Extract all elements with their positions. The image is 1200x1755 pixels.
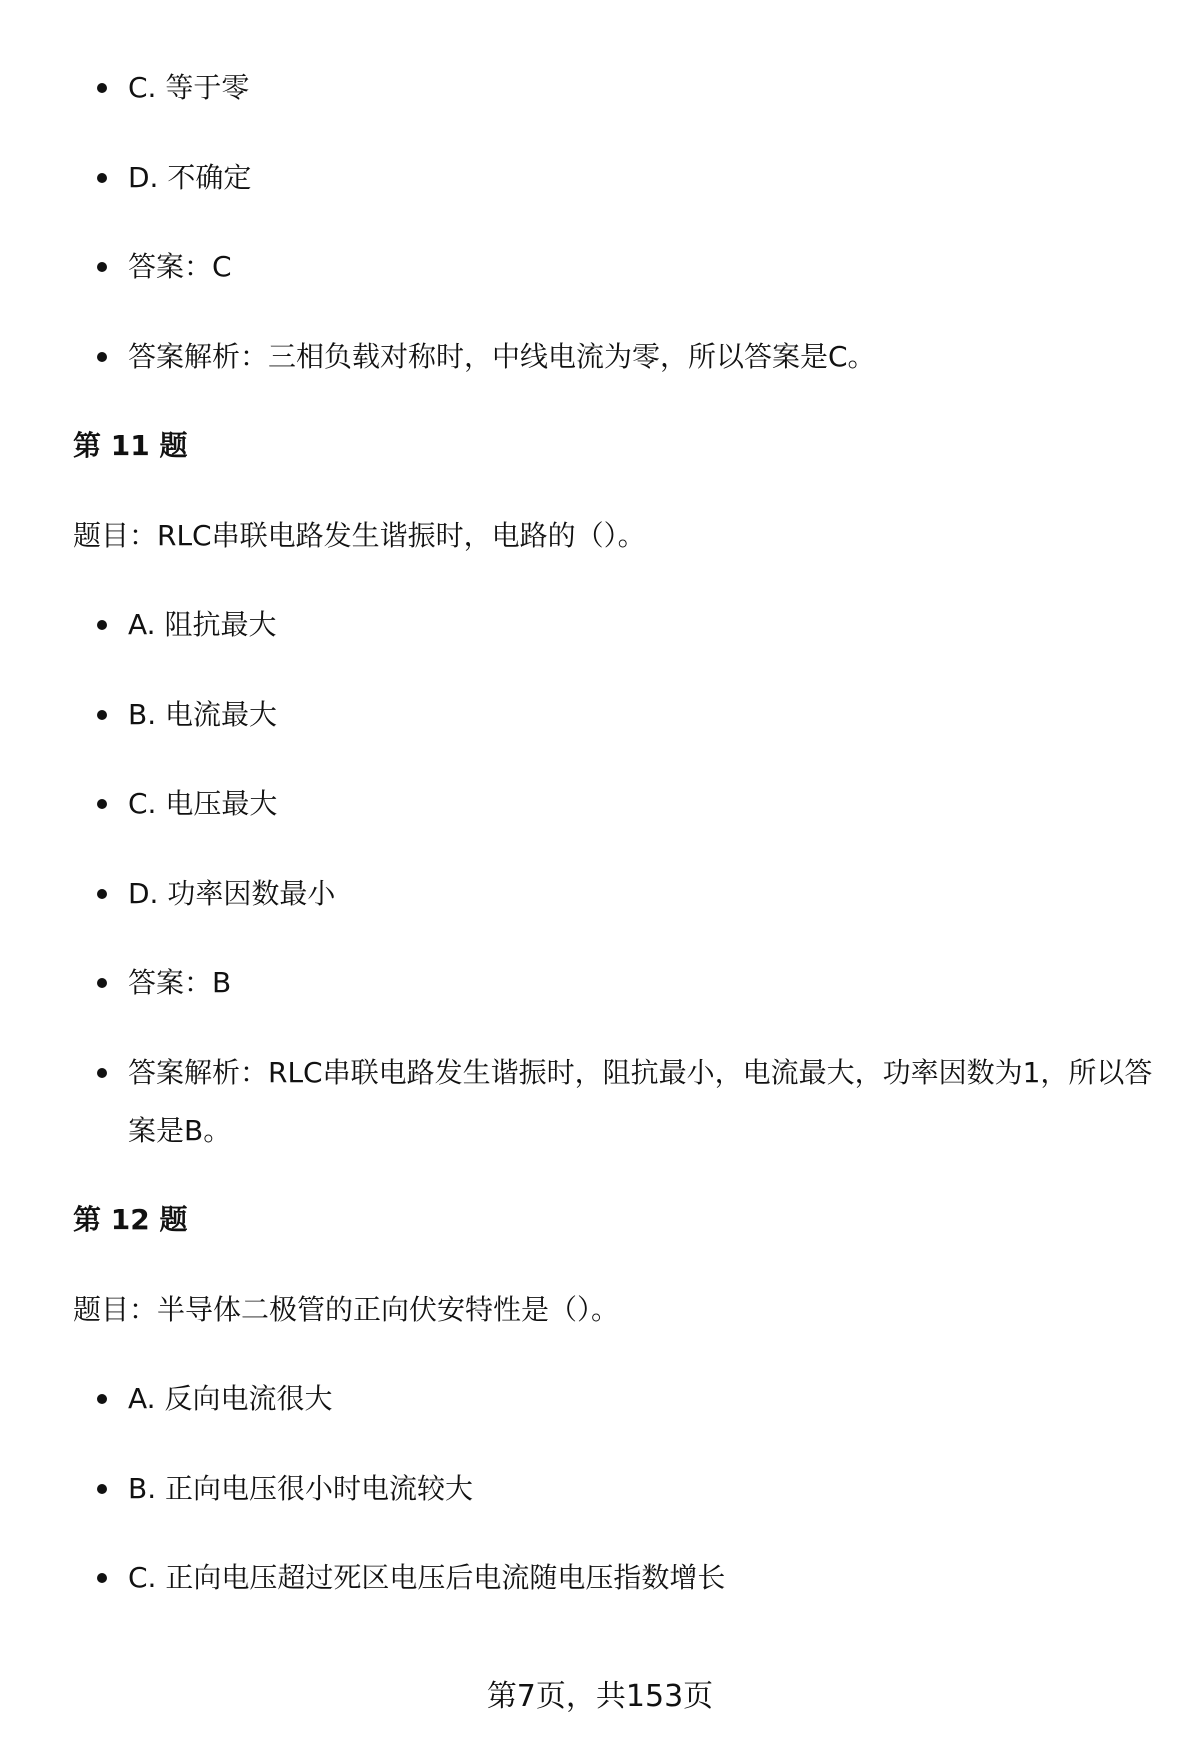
option-b-text: B. 电流最大: [128, 698, 278, 731]
bullet-icon: [97, 1394, 107, 1404]
bullet-icon: [97, 889, 107, 899]
option-c-text: C. 电压最大: [128, 787, 278, 820]
option-b-text: B. 正向电压很小时电流较大: [128, 1472, 474, 1505]
question-stem: 题目：半导体二极管的正向伏安特性是（）。: [73, 1293, 620, 1326]
question-stem: 题目：RLC串联电路发生谐振时，电路的（）。: [73, 519, 646, 552]
option-c-text: C. 等于零: [128, 71, 250, 104]
option-d-text: D. 不确定: [128, 161, 252, 194]
bullet-icon: [97, 352, 107, 362]
option-a-text: A. 阻抗最大: [128, 608, 277, 641]
explanation-text: 答案解析：三相负载对称时，中线电流为零，所以答案是C。: [128, 340, 876, 373]
option-a-text: A. 反向电流很大: [128, 1382, 333, 1415]
bullet-icon: [97, 1068, 107, 1078]
page-number: 第7页，共153页: [486, 1679, 714, 1714]
question-heading: 第 12 题: [73, 1203, 188, 1236]
option-d-text: D. 功率因数最小: [128, 877, 336, 910]
bullet-icon: [97, 262, 107, 272]
bullet-icon: [97, 173, 107, 183]
option-c-text: C. 正向电压超过死区电压后电流随电压指数增长: [128, 1561, 726, 1594]
bullet-icon: [97, 710, 107, 720]
explanation-text: 答案解析：RLC串联电路发生谐振时，阻抗最小，电流最大，功率因数为1，所以答案是B。: [128, 1056, 1153, 1147]
bullet-icon: [97, 799, 107, 809]
bullet-icon: [97, 83, 107, 93]
bullet-icon: [97, 620, 107, 630]
answer-text: 答案：B: [128, 966, 232, 999]
answer-text: 答案：C: [128, 250, 232, 283]
bullet-icon: [97, 978, 107, 988]
question-heading: 第 11 题: [73, 429, 188, 462]
bullet-icon: [97, 1573, 107, 1583]
bullet-icon: [97, 1484, 107, 1494]
